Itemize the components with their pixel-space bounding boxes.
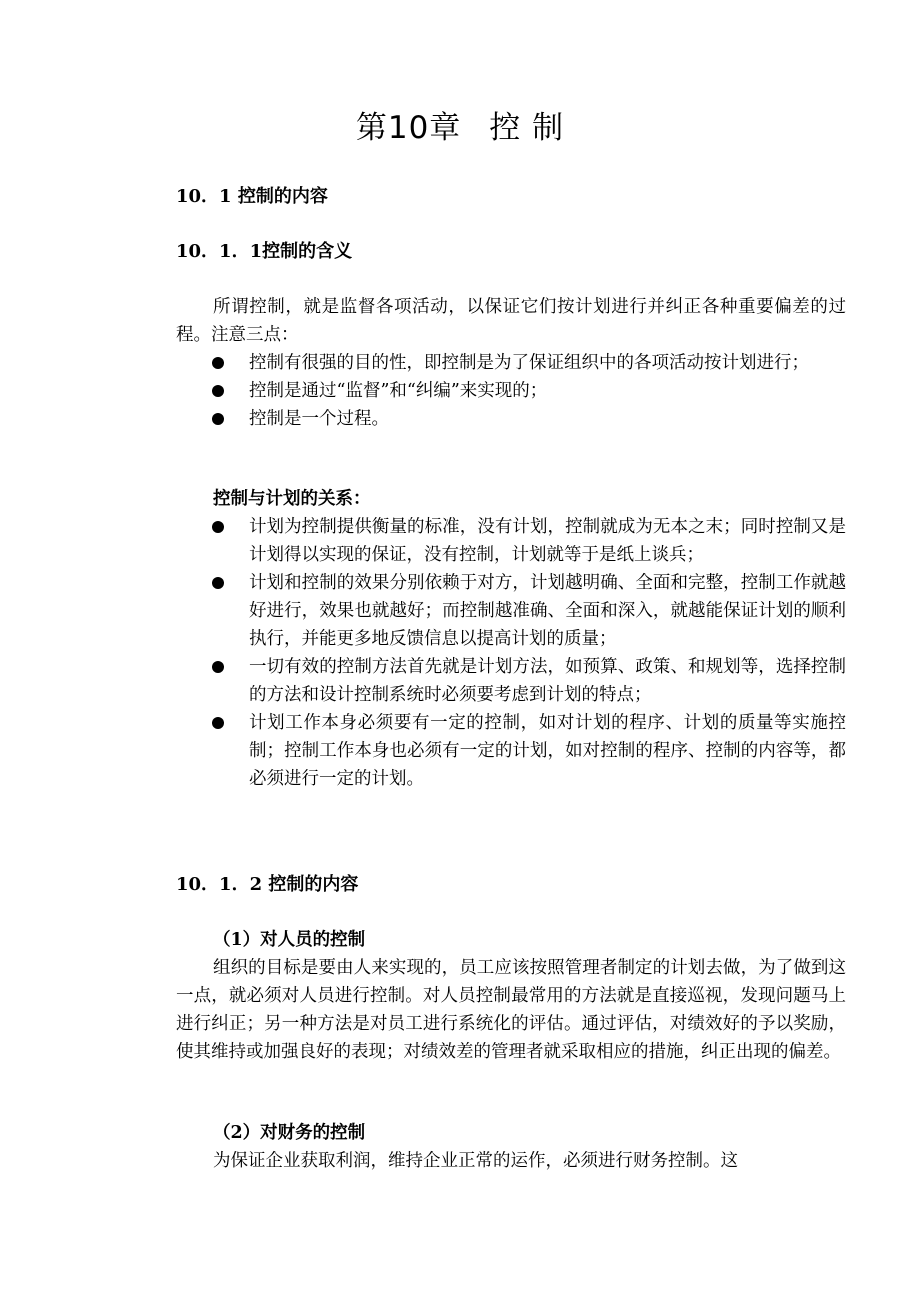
list-item: 计划为控制提供衡量的标准，没有计划，控制就成为无本之末；同时控制又是计划得以实现的保证，没有控制，计划就等于是纸上谈兵； [212,513,846,569]
section-heading-10-1-2: 10．1．2 控制的内容 [176,874,359,895]
bullet-icon [212,357,224,369]
chapter-number: 第10章 [355,110,462,146]
chapter-name: 控 制 [489,110,565,146]
bullet-icon [212,661,224,673]
bullet-icon [212,385,224,397]
section-heading-10-1-1: 10．1．1控制的含义 [176,241,353,262]
list-item: 计划和控制的效果分别依赖于对方，计划越明确、全面和完整，控制工作就越好进行，效果也就越好；而控制越准确、全面和深入，就越能保证计划的顺利执行，并能更多地反馈信息以提高计划的质量； [212,569,846,653]
chapter-title [0,106,920,150]
bullet-icon [212,577,224,589]
personnel-control-heading: （1）对人员的控制 [213,930,366,950]
relations-list [212,513,846,793]
list-item: 一切有效的控制方法首先就是计划方法，如预算、政策、和规划等，选择控制的方法和设计控制系统时必须要考虑到计划的特点； [212,653,846,709]
finance-control-heading: （2）对财务的控制 [213,1123,366,1143]
list-item: 控制是通过“监督”和“纠编”来实现的； [212,377,846,405]
list-item: 控制是一个过程。 [212,405,846,433]
section-heading-10-1: 10．1 控制的内容 [176,186,328,207]
bullet-icon [212,717,224,729]
personnel-control-paragraph: 组织的目标是要由人来实现的，员工应该按照管理者制定的计划去做，为了做到这一点，就必须对人员进行控制。对人员控制最常用的方法就是直接巡视，发现问题马上进行纠正；另一种方法是对员工进行系统化的评估。通过评估，对绩效好的予以奖励，使其维持或加强良好的表现；对绩效差的管理者就采取相应的措施，纠正出现的偏差。 [176,958,846,1062]
bullet-icon [212,413,224,425]
bullet-icon [212,521,224,533]
definition-paragraph: 所谓控制，就是监督各项活动，以保证它们按计划进行并纠正各种重要偏差的过程。注意三点： [176,297,846,345]
list-item: 控制有很强的目的性，即控制是为了保证组织中的各项活动按计划进行； [212,349,846,377]
three-points-list [212,349,846,433]
relation-heading: 控制与计划的关系： [213,489,371,509]
finance-control-paragraph: 为保证企业获取利润，维持企业正常的运作，必须进行财务控制。这 [213,1151,738,1171]
list-item: 计划工作本身必须要有一定的控制，如对计划的程序、计划的质量等实施控制；控制工作本身也必须有一定的计划，如对控制的程序、控制的内容等，都必须进行一定的计划。 [212,709,846,793]
